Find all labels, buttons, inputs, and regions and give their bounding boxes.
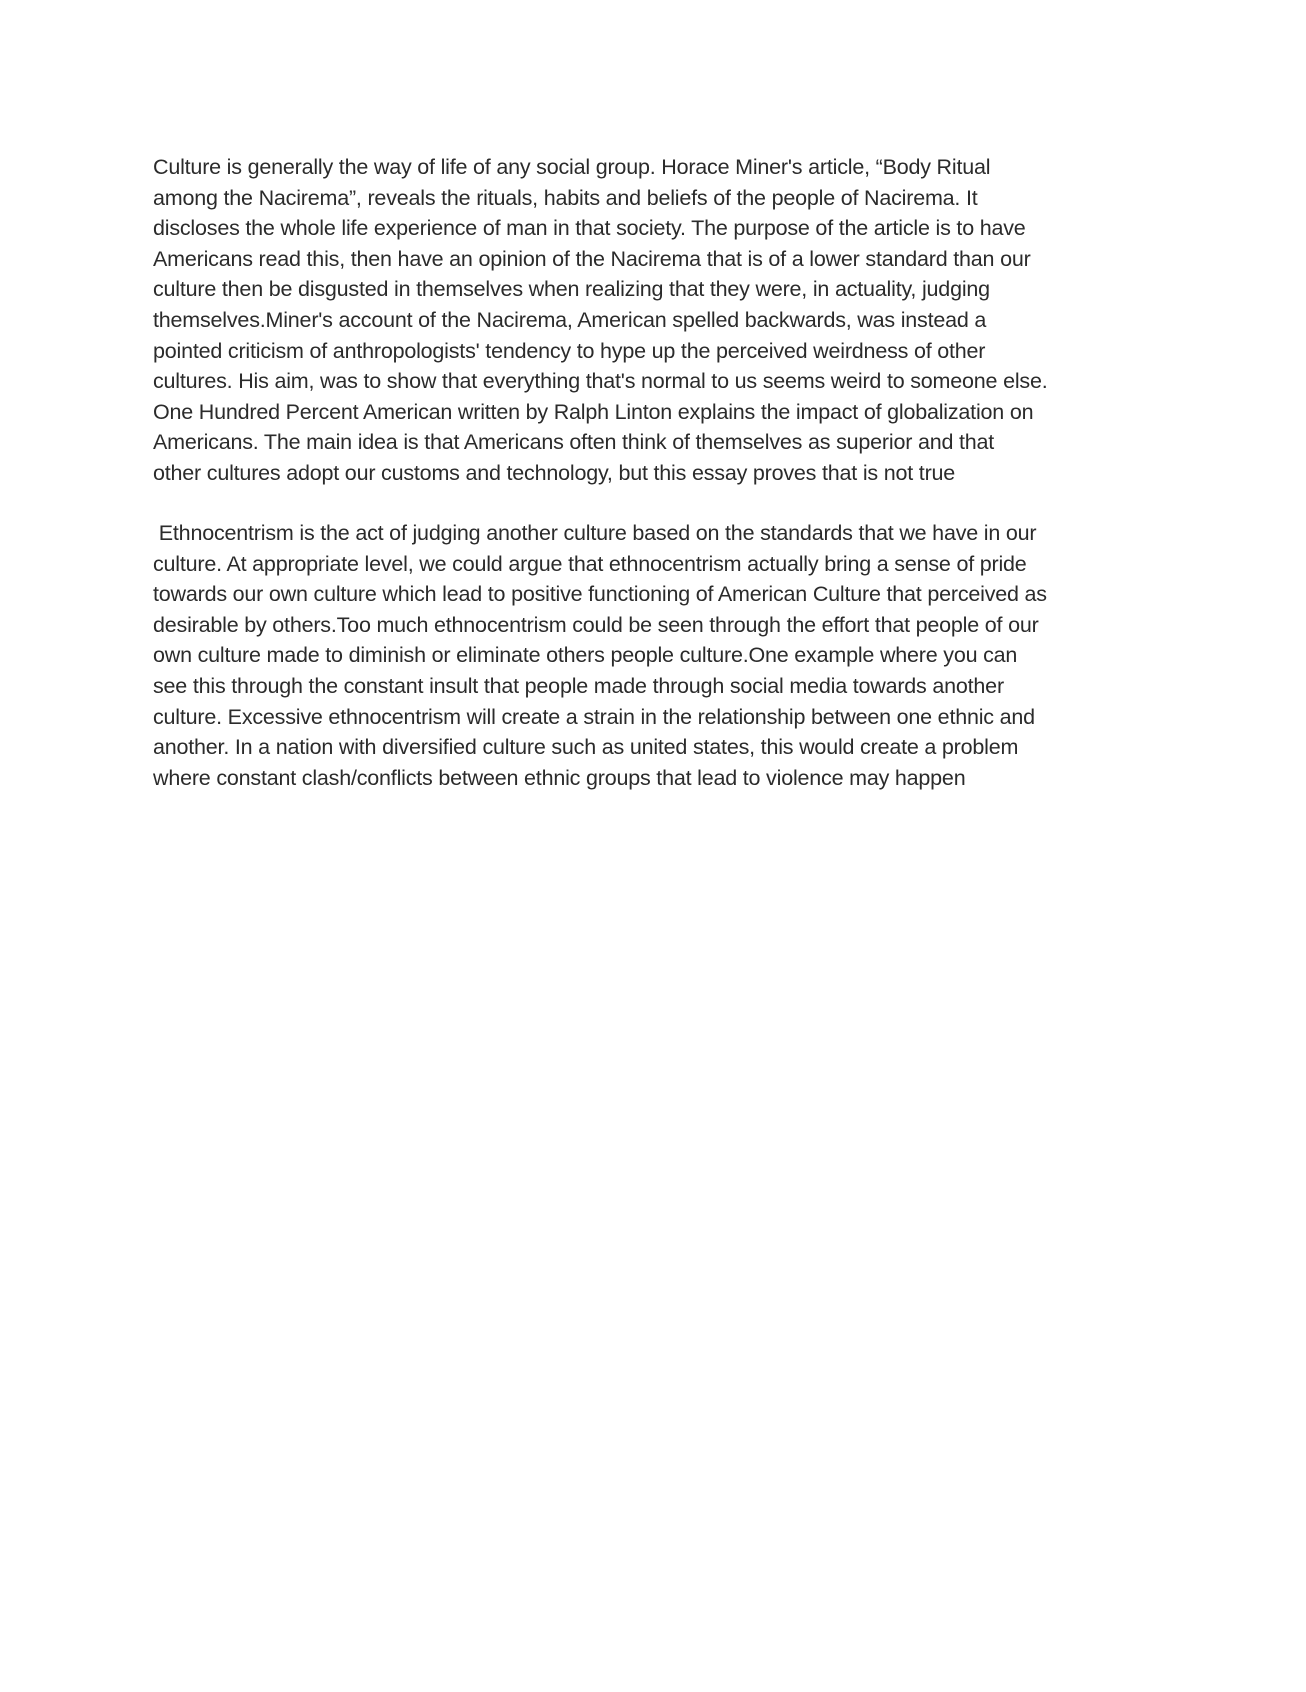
text-line: discloses the whole life experience of man in that society. The purpose of the article is to have (153, 216, 1026, 241)
text-line: desirable by others.Too much ethnocentrism could be seen through the effort that people of our (153, 612, 1039, 637)
text-line: other cultures adopt our customs and technology, but this essay proves that is not true (153, 460, 956, 485)
text-line: Americans. The main idea is that Americans often think of themselves as superior and that (153, 430, 995, 455)
text-line: culture then be disgusted in themselves when realizing that they were, in actuality, judging (153, 277, 990, 302)
text-line: see this through the constant insult that people made through social media towards another (153, 673, 1004, 698)
paragraph-culture (153, 152, 1163, 489)
text-line: pointed criticism of anthropologists' tendency to hype up the perceived weirdness of other (153, 338, 986, 363)
text-line: another. In a nation with diversified culture such as united states, this would create a problem (153, 735, 1019, 760)
text-line: culture. At appropriate level, we could argue that ethnocentrism actually bring a sense of pride (153, 551, 1027, 576)
text-line: culture. Excessive ethnocentrism will create a strain in the relationship between one ethnic and (153, 704, 1035, 729)
text-line: One Hundred Percent American written by Ralph Linton explains the impact of globalization on (153, 399, 1034, 424)
text-line: Ethnocentrism is the act of judging another culture based on the standards that we have in our (153, 521, 1037, 545)
text-line: Culture is generally the way of life of any social group. Horace Miner's article, “Body Ritual (153, 155, 991, 179)
text-line: cultures. His aim, was to show that everything that's normal to us seems weird to someone else. (153, 369, 1048, 394)
text-line: towards our own culture which lead to positive functioning of American Culture that perceived as (153, 582, 1047, 607)
text-line: themselves.Miner's account of the Nacirema, American spelled backwards, was instead a (153, 307, 987, 332)
text-line: own culture made to diminish or eliminate others people culture.One example where you can (153, 643, 1018, 668)
text-line: where constant clash/conflicts between ethnic groups that lead to violence may happen (153, 765, 966, 790)
text-line: among the Nacirema”, reveals the rituals, habits and beliefs of the people of Nacirema. It (153, 185, 978, 210)
text-line: Americans read this, then have an opinion of the Nacirema that is of a lower standard than our (153, 246, 1031, 271)
paragraph-ethnocentrism (153, 518, 1163, 793)
